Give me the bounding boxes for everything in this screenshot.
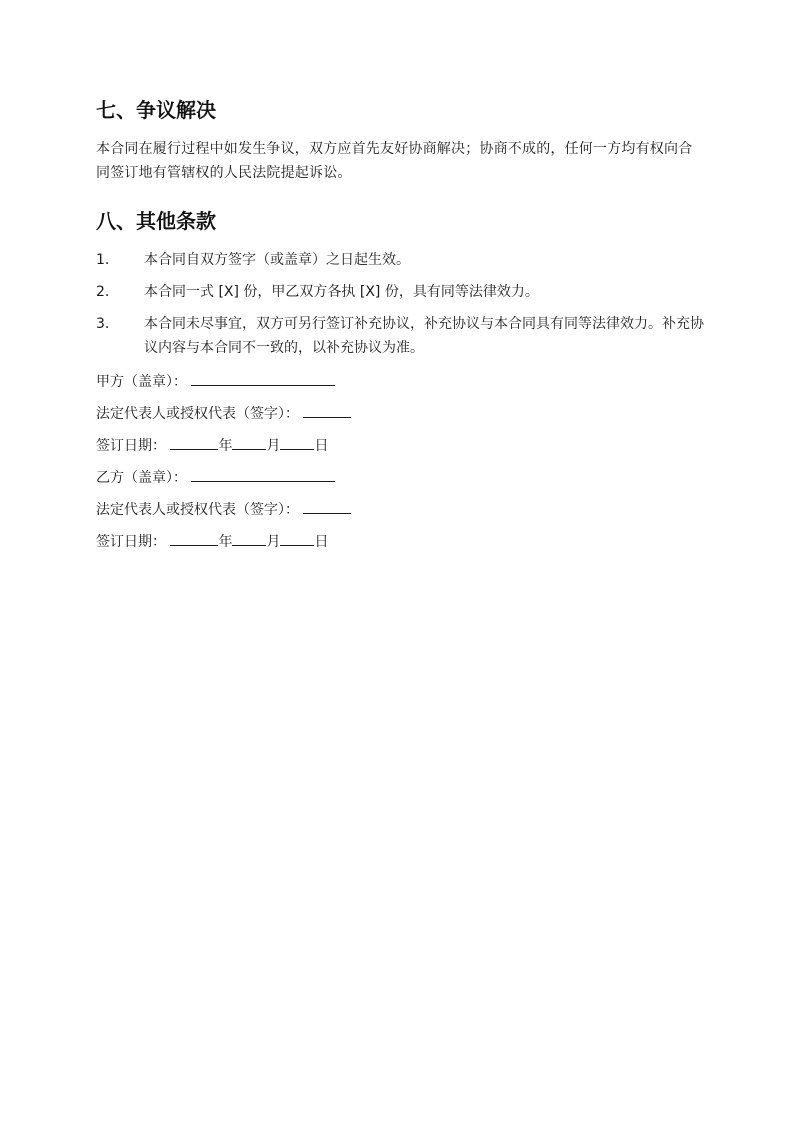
- list-item-text: 本合同自双方签字（或盖章）之日起生效。: [144, 252, 410, 268]
- party-a-seal-blank[interactable]: [191, 368, 335, 386]
- party-b-seal-blank[interactable]: [191, 464, 335, 482]
- party-b-label: 乙方（盖章）：: [96, 470, 187, 486]
- section-7-heading: 七、争议解决: [96, 98, 216, 122]
- party-a-rep-label: 法定代表人或授权代表（签字）：: [96, 406, 299, 422]
- party-b-day-blank[interactable]: [280, 528, 314, 546]
- party-a-rep-line: [96, 400, 351, 426]
- list-item: [96, 280, 706, 304]
- day-label: 日: [314, 438, 329, 454]
- party-a-label: 甲方（盖章）：: [96, 374, 187, 390]
- list-item-number: 2.: [96, 284, 110, 300]
- party-b-month-blank[interactable]: [232, 528, 266, 546]
- party-b-seal-line: [96, 464, 335, 490]
- section-8-heading: 八、其他条款: [96, 209, 216, 233]
- party-b-year-blank[interactable]: [170, 528, 218, 546]
- list-item-text: 本合同未尽事宜，双方可另行签订补充协议，补充协议与本合同具有同等法律效力。补充协议内容与本合同不一致的，以补充协议为准。: [144, 316, 704, 356]
- list-item-number: 3.: [96, 316, 110, 332]
- party-b-date-line: [96, 528, 328, 554]
- party-a-day-blank[interactable]: [280, 432, 314, 450]
- party-a-seal-line: [96, 368, 335, 394]
- list-item: [96, 312, 706, 360]
- party-a-date-label: 签订日期：: [96, 438, 166, 454]
- party-b-rep-signature-blank[interactable]: [303, 496, 351, 514]
- party-a-rep-signature-blank[interactable]: [303, 400, 351, 418]
- day-label: 日: [314, 534, 329, 550]
- month-label: 月: [266, 534, 281, 550]
- month-label: 月: [266, 438, 281, 454]
- party-a-month-blank[interactable]: [232, 432, 266, 450]
- party-b-date-label: 签订日期：: [96, 534, 166, 550]
- party-b-rep-label: 法定代表人或授权代表（签字）：: [96, 502, 299, 518]
- party-a-date-line: [96, 432, 328, 458]
- party-a-year-blank[interactable]: [170, 432, 218, 450]
- party-b-rep-line: [96, 496, 351, 522]
- list-item: [96, 248, 706, 272]
- year-label: 年: [218, 438, 233, 454]
- list-item-number: 1.: [96, 252, 110, 268]
- year-label: 年: [218, 534, 233, 550]
- list-item-text: 本合同一式 [X] 份，甲乙双方各执 [X] 份，具有同等法律效力。: [144, 284, 539, 300]
- section-7-paragraph: 本合同在履行过程中如发生争议，双方应首先友好协商解决；协商不成的，任何一方均有权向合同签订地有管辖权的人民法院提起诉讼。: [96, 141, 693, 181]
